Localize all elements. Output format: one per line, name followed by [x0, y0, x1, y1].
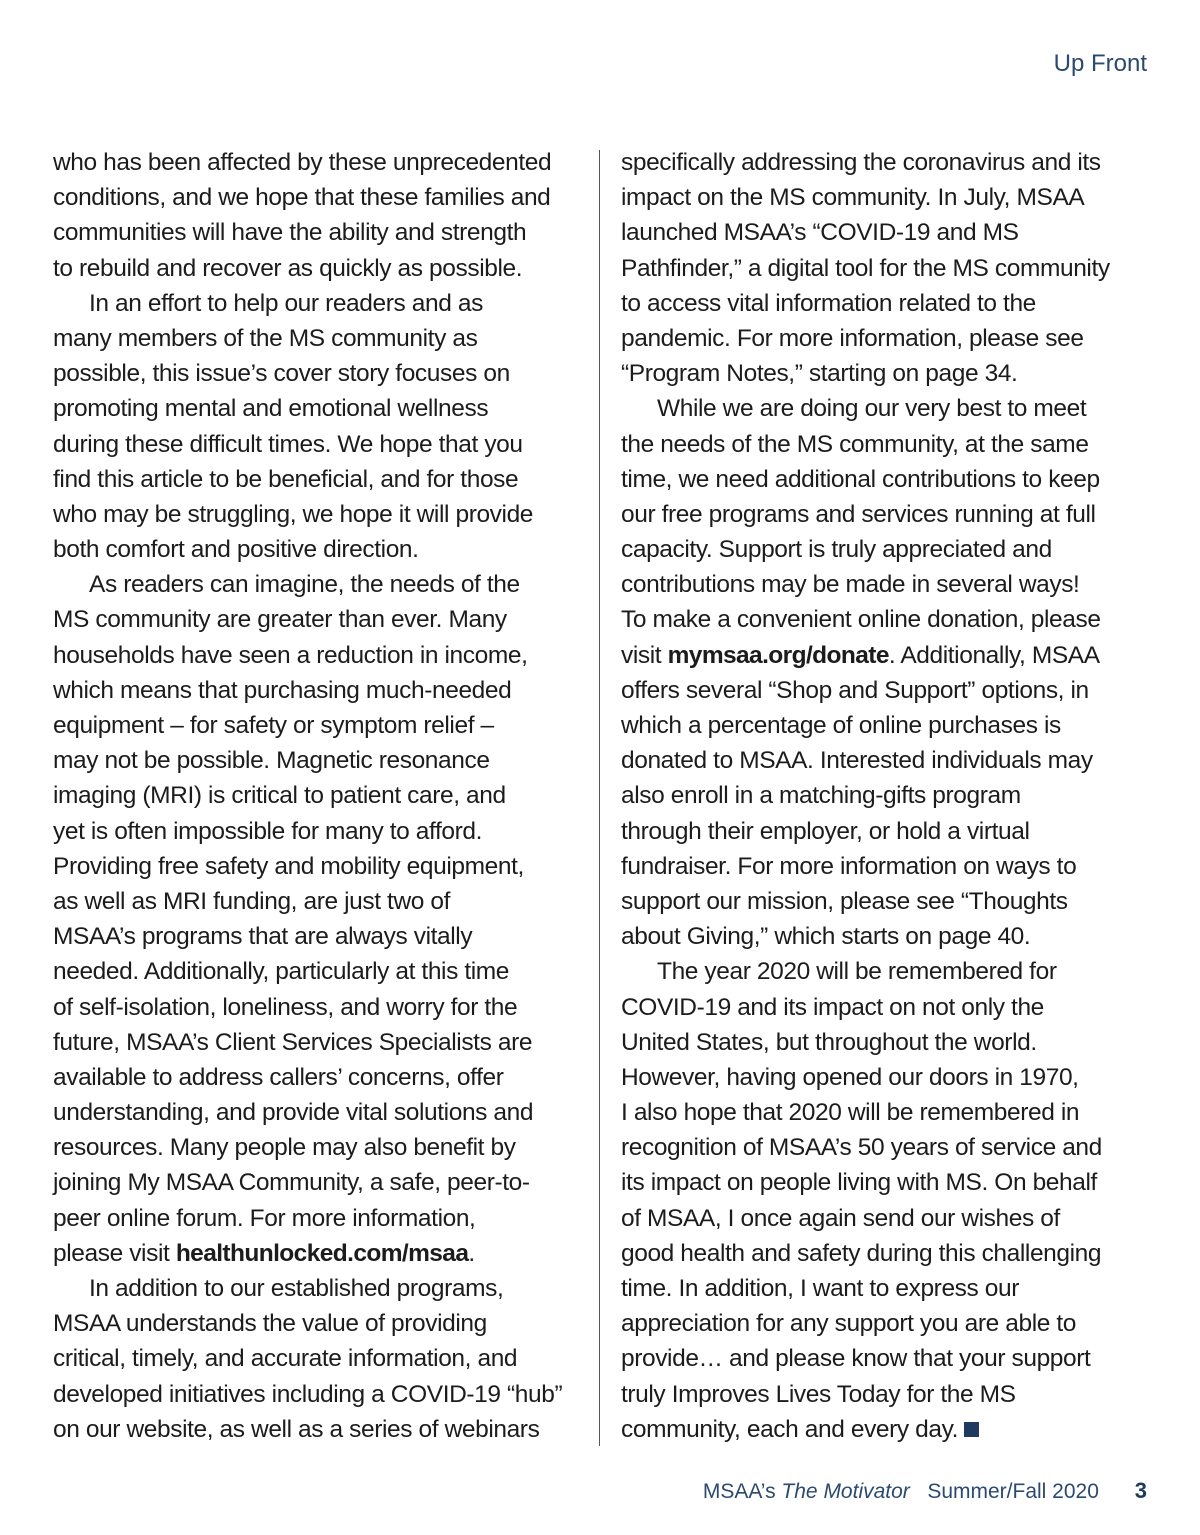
text-line — [621, 602, 1161, 637]
line-text: possible, this issue’s cover story focuses on — [53, 360, 510, 388]
line-text: yet is often impossible for many to afford. — [53, 817, 483, 845]
right-column — [621, 145, 1161, 1447]
text-line — [53, 849, 593, 884]
line-text: available to address callers’ concerns, offer — [53, 1063, 504, 1091]
text-line — [53, 1025, 593, 1060]
line-text: future, MSAA’s Client Services Specialists are — [53, 1028, 533, 1056]
text-line — [621, 1271, 1161, 1306]
text-line — [53, 356, 593, 391]
line-text: In an effort to help our readers and as — [89, 289, 483, 317]
text-line — [53, 778, 593, 813]
line-text: which a percentage of online purchases is — [621, 712, 1061, 739]
url-link[interactable]: healthunlocked.com/msaa — [175, 1239, 469, 1267]
line-text: community, each and every day. — [621, 1415, 959, 1443]
line-text: time. In addition, I want to express our — [621, 1275, 1019, 1302]
line-text: offers several “Shop and Support” options, in — [621, 676, 1089, 704]
line-text: COVID-19 and its impact on not only the — [621, 993, 1044, 1021]
line-text: who may be struggling, we hope it will provide — [53, 500, 534, 528]
section-label: Up Front — [1053, 50, 1147, 77]
line-text: during these difficult times. We hope that you — [53, 430, 523, 458]
line-text: communities will have the ability and strength — [53, 219, 527, 247]
line-text: through their employer, or hold a virtual — [621, 817, 1030, 845]
line-text: visit — [621, 641, 668, 669]
page-footer — [703, 1478, 1147, 1504]
text-line — [53, 1060, 593, 1095]
text-line — [53, 673, 593, 708]
text-line — [53, 990, 593, 1025]
line-text: Pathfinder,” a digital tool for the MS community — [621, 254, 1110, 282]
text-line — [621, 180, 1161, 215]
text-line — [621, 1236, 1161, 1271]
text-line — [53, 1236, 593, 1271]
line-text: contributions may be made in several ways! — [621, 571, 1080, 599]
text-line — [621, 1201, 1161, 1236]
line-text: both comfort and positive direction. — [53, 536, 419, 564]
text-line — [621, 251, 1161, 286]
line-text: While we are doing our very best to meet — [657, 395, 1087, 423]
line-text: “Program Notes,” starting on page 34. — [621, 360, 1018, 388]
line-text: equipment – for safety or symptom relief – — [53, 712, 494, 739]
line-text: the needs of the MS community, at the same — [621, 430, 1089, 458]
line-text: provide… and please know that your support — [621, 1345, 1091, 1373]
line-text: many members of the MS community as — [53, 324, 478, 352]
line-text: impact on the MS community. In July, MSAA — [621, 184, 1085, 212]
text-line — [53, 884, 593, 919]
line-text: specifically addressing the coronavirus and its — [621, 149, 1101, 176]
text-line — [53, 462, 593, 497]
text-line — [53, 638, 593, 673]
footer-issue: Summer/Fall 2020 — [927, 1480, 1099, 1503]
text-line — [621, 356, 1161, 391]
text-line — [53, 321, 593, 356]
text-line — [53, 1201, 593, 1236]
text-line — [53, 1165, 593, 1200]
line-text: truly Improves Lives Today for the MS — [621, 1380, 1016, 1408]
text-line — [621, 532, 1161, 567]
text-line — [53, 145, 593, 180]
text-line — [53, 215, 593, 250]
text-line — [621, 286, 1161, 321]
text-line — [621, 391, 1161, 426]
page-number: 3 — [1134, 1478, 1147, 1503]
text-line — [53, 602, 593, 637]
left-column — [53, 145, 593, 1447]
line-text: resources. Many people may also benefit by — [53, 1134, 516, 1162]
line-text: MSAA understands the value of providing — [53, 1310, 487, 1338]
text-line — [621, 1060, 1161, 1095]
text-line — [621, 849, 1161, 884]
url-link[interactable]: mymsaa.org/donate — [667, 641, 889, 669]
text-line — [53, 1095, 593, 1130]
line-text: As readers can imagine, the needs of the — [89, 571, 520, 599]
text-line — [53, 1130, 593, 1165]
line-text: households have seen a reduction in income, — [53, 641, 528, 669]
footer-org: MSAA’s — [702, 1480, 776, 1503]
text-line — [53, 743, 593, 778]
line-text: promoting mental and emotional wellness — [53, 395, 489, 423]
text-line — [53, 391, 593, 426]
text-line — [53, 286, 593, 321]
line-text: launched MSAA’s “COVID-19 and MS — [621, 219, 1019, 247]
text-line — [53, 814, 593, 849]
line-text: to rebuild and recover as quickly as possible. — [53, 254, 523, 282]
text-line — [53, 708, 593, 743]
text-line — [621, 743, 1161, 778]
line-text: needed. Additionally, particularly at this time — [53, 958, 510, 986]
text-line — [621, 638, 1161, 673]
text-line — [621, 215, 1161, 250]
line-text: United States, but throughout the world. — [621, 1028, 1037, 1056]
line-text: who has been affected by these unprecedented — [53, 149, 552, 176]
text-line — [621, 427, 1161, 462]
text-line — [621, 1130, 1161, 1165]
text-line — [621, 673, 1161, 708]
line-text: find this article to be beneficial, and for those — [53, 465, 519, 493]
text-line — [621, 145, 1161, 180]
text-line — [621, 778, 1161, 813]
line-text: appreciation for any support you are able to — [621, 1310, 1077, 1338]
line-text: critical, timely, and accurate information, and — [53, 1345, 518, 1373]
text-line — [53, 919, 593, 954]
line-text: of self-isolation, loneliness, and worry for the — [53, 993, 518, 1021]
line-text: developed initiatives including a COVID-19 “hub” — [53, 1380, 563, 1408]
text-line — [53, 1271, 593, 1306]
line-text: support our mission, please see “Thoughts — [621, 887, 1068, 915]
text-line — [621, 990, 1161, 1025]
line-text: In addition to our established programs, — [89, 1275, 504, 1302]
line-text: as well as MRI funding, are just two of — [53, 887, 451, 915]
text-line — [621, 567, 1161, 602]
line-text: donated to MSAA. Interested individuals may — [621, 747, 1093, 775]
text-line — [621, 954, 1161, 989]
line-text: on our website, as well as a series of webinars — [53, 1415, 540, 1443]
line-text: . Additionally, MSAA — [888, 641, 1100, 669]
text-line — [53, 954, 593, 989]
line-text: also enroll in a matching-gifts program — [621, 782, 1021, 810]
line-text: joining My MSAA Community, a safe, peer-to- — [53, 1169, 530, 1197]
text-line — [53, 532, 593, 567]
text-line — [621, 1306, 1161, 1341]
text-line — [53, 427, 593, 462]
text-line — [53, 497, 593, 532]
line-text: peer online forum. For more information, — [53, 1204, 476, 1232]
text-line — [621, 497, 1161, 532]
text-line — [621, 1095, 1161, 1130]
text-line — [621, 1025, 1161, 1060]
text-line — [621, 462, 1161, 497]
line-text: pandemic. For more information, please see — [621, 324, 1084, 352]
line-text: recognition of MSAA’s 50 years of service and — [621, 1134, 1102, 1162]
text-line — [621, 708, 1161, 743]
line-text: to access vital information related to the — [621, 289, 1036, 317]
text-line — [53, 1341, 593, 1376]
text-line — [53, 251, 593, 286]
line-text: about Giving,” which starts on page 40. — [621, 923, 1031, 951]
text-line — [53, 1306, 593, 1341]
text-line — [621, 919, 1161, 954]
text-line — [621, 1341, 1161, 1376]
text-line — [621, 884, 1161, 919]
line-text: capacity. Support is truly appreciated and — [621, 536, 1052, 564]
line-text: I also hope that 2020 will be remembered in — [621, 1099, 1080, 1127]
line-text: MS community are greater than ever. Many — [53, 606, 507, 634]
text-line — [621, 814, 1161, 849]
line-text: our free programs and services running at full — [621, 500, 1096, 528]
line-text: MSAA’s programs that are always vitally — [53, 923, 473, 951]
line-text: good health and safety during this challenging — [621, 1239, 1102, 1267]
line-text: time, we need additional contributions to keep — [621, 465, 1100, 493]
line-text: of MSAA, I once again send our wishes of — [621, 1204, 1060, 1232]
line-text: conditions, and we hope that these families and — [53, 184, 551, 212]
line-text: fundraiser. For more information on ways to — [621, 852, 1077, 880]
line-text: imaging (MRI) is critical to patient care, and — [53, 782, 506, 810]
line-text: . — [468, 1239, 475, 1267]
text-line — [621, 321, 1161, 356]
text-line — [53, 180, 593, 215]
text-line — [53, 1412, 593, 1447]
text-line — [621, 1412, 1161, 1447]
text-line — [621, 1377, 1161, 1412]
end-of-article-mark — [964, 1422, 979, 1437]
line-text: The year 2020 will be remembered for — [657, 958, 1057, 986]
line-text: its impact on people living with MS. On behalf — [621, 1169, 1097, 1197]
line-text: To make a convenient online donation, please — [621, 606, 1101, 634]
line-text: which means that purchasing much-needed — [53, 676, 512, 704]
line-text: understanding, and provide vital solutions and — [53, 1099, 534, 1127]
line-text: However, having opened our doors in 1970, — [621, 1063, 1079, 1091]
text-line — [53, 1377, 593, 1412]
column-divider — [599, 150, 600, 1446]
line-text: Providing free safety and mobility equipment, — [53, 852, 524, 880]
line-text: may not be possible. Magnetic resonance — [53, 747, 490, 775]
text-line — [621, 1165, 1161, 1200]
text-line — [53, 567, 593, 602]
line-text: please visit — [53, 1239, 176, 1267]
footer-publication: The Motivator — [781, 1480, 910, 1503]
